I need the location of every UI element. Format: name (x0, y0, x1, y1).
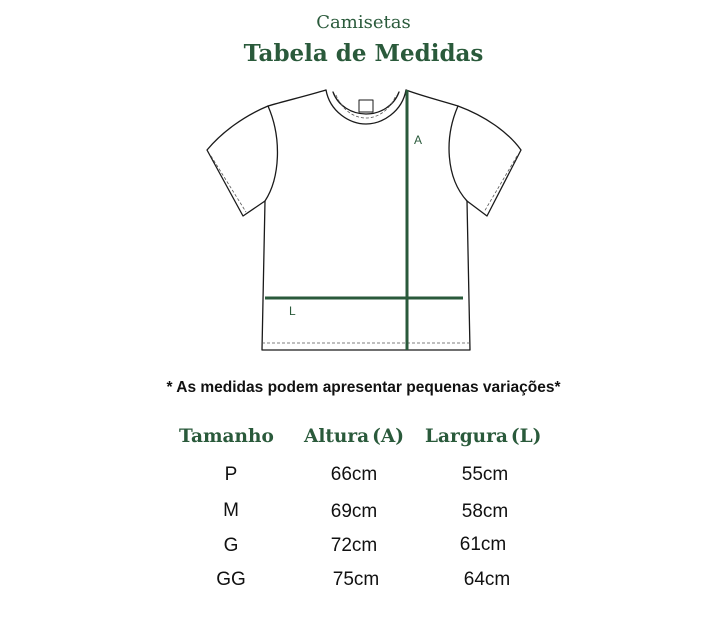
header-altura-code: (A) (372, 426, 404, 447)
size-cell: P (224, 464, 238, 485)
header-tamanho: Tamanho (179, 426, 274, 447)
height-label: A (414, 133, 423, 147)
size-cell: GG (216, 569, 246, 590)
header-largura-label: Largura (425, 426, 508, 447)
width-label: L (289, 304, 296, 318)
size-cell: G (223, 535, 239, 556)
altura-cell: 72cm (330, 535, 378, 556)
measurement-disclaimer: * As medidas podem apresentar pequenas variações* (166, 379, 561, 396)
page-title: Tabela de Medidas (243, 40, 484, 67)
stitch-lines (211, 95, 517, 343)
header-altura-label: Altura (304, 426, 370, 447)
largura-cell: 64cm (463, 569, 511, 590)
subtitle: Camisetas (316, 12, 411, 33)
altura-cell: 75cm (332, 569, 380, 590)
size-cell: M (223, 500, 239, 521)
header-largura (425, 426, 541, 447)
largura-cell: 58cm (461, 501, 509, 522)
largura-cell: 55cm (461, 464, 509, 485)
largura-cell: 61cm (459, 534, 507, 555)
header-largura-code: (L) (510, 426, 542, 447)
altura-cell: 69cm (330, 501, 378, 522)
tshirt-outline (207, 90, 521, 350)
header-altura (304, 426, 404, 447)
altura-cell: 66cm (330, 464, 378, 485)
